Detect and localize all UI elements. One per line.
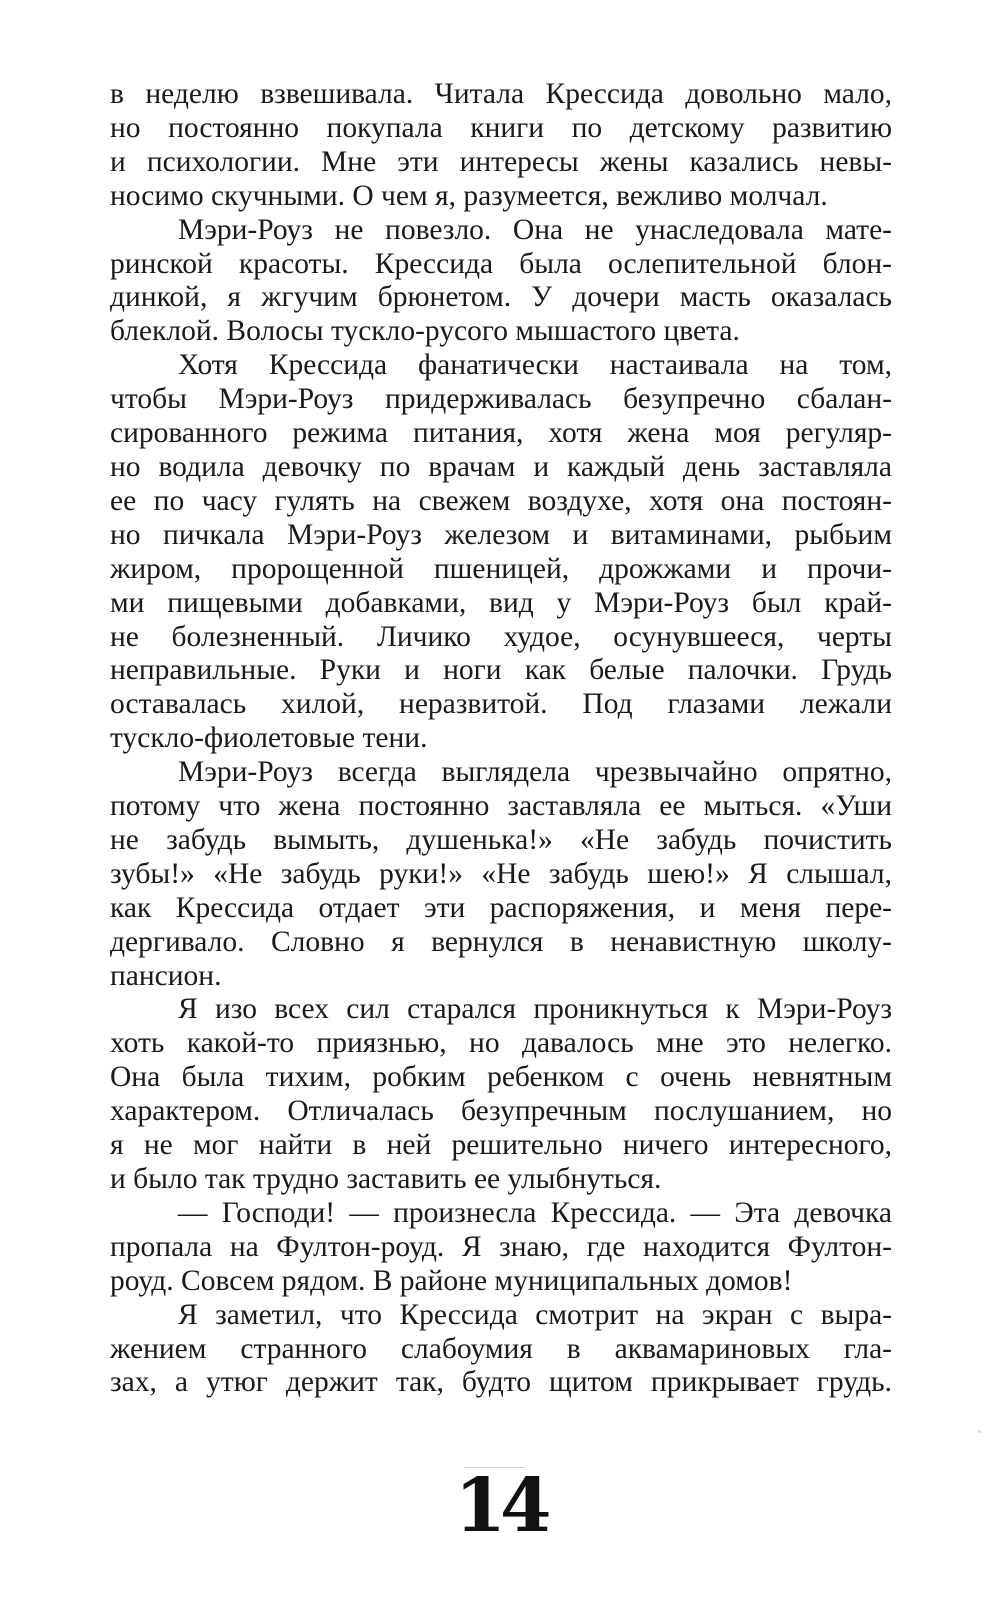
text-line: но постоянно покупала книги по детскому развитию	[110, 111, 892, 144]
text-line: носимо скучными. О чем я, разумеется, вежливо молчал.	[110, 179, 828, 212]
text-line: Мэри-Роуз не повезло. Она не унаследовала мате-	[178, 213, 892, 246]
text-line: оставалась хилой, неразвитой. Под глазами лежали	[110, 688, 892, 721]
text-line: как Крессида отдает эти распоряжения, и меня пере-	[110, 891, 892, 924]
text-line: зах, а утюг держит так, будто щитом прикрывает грудь.	[110, 1366, 892, 1399]
text-line: я не мог найти в ней решительно ничего интересного,	[110, 1129, 892, 1162]
text-line: пропала на Фултон-роуд. Я знаю, где находится Фултон-	[110, 1230, 892, 1263]
text-line: пансион.	[110, 959, 222, 992]
text-line: Я изо всех сил старался проникнуться к Мэри-Роуз	[178, 993, 892, 1026]
text-line: чтобы Мэри-Роуз придерживалась безупречно сбалан-	[110, 383, 892, 416]
text-line: но водила девочку по врачам и каждый день заставляла	[110, 450, 892, 483]
text-line: Я заметил, что Крессида смотрит на экран с выра-	[178, 1298, 892, 1331]
page-number: 14	[454, 1463, 546, 1549]
text-line: зубы!» «Не забудь руки!» «Не забудь шею!» Я слышал,	[110, 857, 892, 890]
text-line: блеклой. Волосы тускло-русого мышастого цвета.	[110, 315, 740, 348]
text-line: дергивало. Словно я вернулся в ненавистную школу-	[110, 925, 892, 958]
text-line: в неделю взвешивала. Читала Крессида довольно мало,	[110, 78, 892, 110]
text-line: не забудь вымыть, душенька!» «Не забудь почистить	[110, 823, 892, 856]
text-line: но пичкала Мэри-Роуз железом и витаминами, рыбьим	[110, 518, 892, 551]
text-line: Мэри-Роуз всегда выглядела чрезвычайно опрятно,	[178, 756, 892, 789]
text-line: тускло-фиолетовые тени.	[110, 722, 428, 755]
page-body	[110, 78, 892, 1400]
text-line: ми пищевыми добавками, вид у Мэри-Роуз был край-	[110, 586, 892, 619]
text-line: потому что жена постоянно заставляла ее мыться. «Уши	[110, 790, 892, 823]
text-line: Она была тихим, робким ребенком с очень невнятным	[110, 1061, 892, 1094]
text-line: жиром, пророщенной пшеницей, дрожжами и прочи-	[110, 552, 892, 585]
text-line: ее по часу гулять на свежем воздухе, хотя она постоян-	[110, 484, 892, 517]
text-line: и психологии. Мне эти интересы жены казались невы-	[110, 145, 892, 178]
text-line: характером. Отличалась безупречным послушанием, но	[110, 1095, 892, 1128]
text-line: неправильные. Руки и ноги как белые палочки. Грудь	[110, 654, 892, 687]
text-line: ринской красоты. Крессида была ослепительной блон-	[110, 247, 892, 280]
text-line: роуд. Совсем рядом. В районе муниципальных домов!	[110, 1264, 793, 1297]
text-line: динкой, я жгучим брюнетом. У дочери масть оказалась	[110, 281, 892, 314]
text-line: Хотя Крессида фанатически настаивала на том,	[178, 349, 892, 382]
text-line: — Господи! — произнесла Крессида. — Эта девочка	[178, 1196, 892, 1229]
scan-speck	[978, 1430, 981, 1433]
text-line: сированного режима питания, хотя жена моя регуляр-	[110, 417, 892, 450]
text-line: хоть какой-то приязнью, но давалось мне это нелегко.	[110, 1027, 892, 1060]
text-line: жением странного слабоумия в аквамариновых гла-	[110, 1332, 892, 1365]
text-line: и было так трудно заставить ее улыбнуться.	[110, 1163, 662, 1195]
text-line: не болезненный. Личико худое, осунувшееся, черты	[110, 620, 892, 653]
